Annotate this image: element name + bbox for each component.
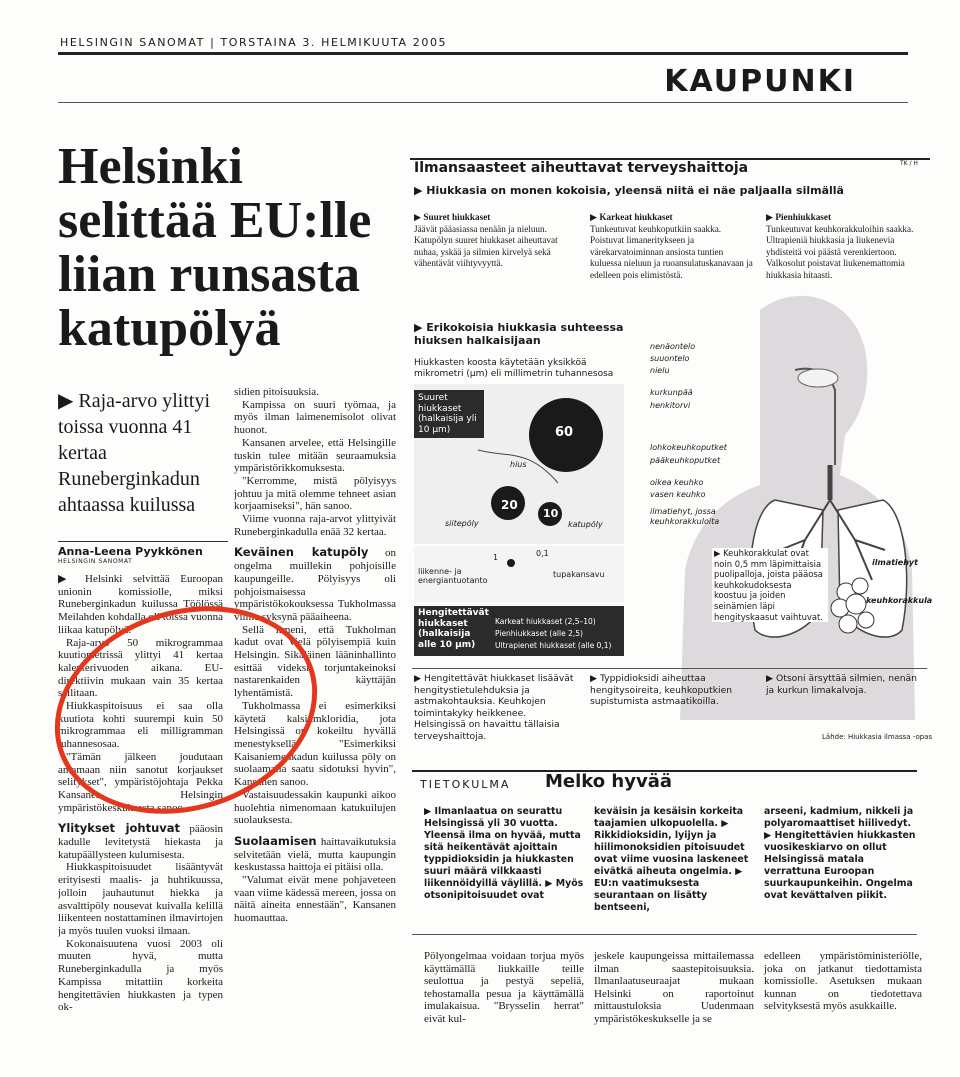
- label-hius: hius: [510, 460, 527, 469]
- particle-col-head: ▶ Karkeat hiukkaset: [590, 212, 673, 222]
- paragraph: Tukholmassa ei esimerkiksi käytetä kalsiumkloridia, jota Helsingissä on kokeiltu hyvällä menestyksellä. "Esimerkiksi Kaisaniemenkadun kuilussa pöly on suolaamalla saatu sidotuksi hyvin", Kansanen sanoo.: [234, 699, 396, 789]
- particle-col-text: Jäävät pääasiassa nenään ja nieluun. Katupölyn suuret hiukkaset aiheuttavat nuhaa, yskää ja silmien kirvelyä sekä vähentävät viihtyvyyttä.: [414, 223, 558, 269]
- legend-coarse: Karkeat hiukkaset (2,5–10): [495, 617, 596, 626]
- paragraph: Sellä ilmeni, että Tukholman kadut ovat vielä pölyisempiä kuin Helsingin. Sikäläinen lääninhallinto esittää videksi torjuntakeinoksi nastarenkaiden käyttäjän lyhentämistä.: [234, 623, 396, 700]
- byline-org: HELSINGIN SANOMAT: [58, 558, 133, 565]
- particle-col-text: Tunkeutuvat keuhkorakkuloihin saakka. Ultrapieniä hiukkasia ja liukenevia yhdisteitä voi päästä verenkiertoon. Valkosolut poistavat liukenemattomia hiukkasia hitaasti.: [766, 223, 914, 280]
- anatomy-label: oikea keuhko: [650, 478, 704, 487]
- section-title: KAUPUNKI: [664, 64, 856, 99]
- size-section-title: ▶ Erikokoisia hiukkasia suhteessa hiuksen halkaisijaan: [414, 321, 624, 347]
- effect-no2: ▶ Typpidioksidi aiheuttaa hengitysoireita, keuhkoputkien supistumista astmaatikoilla.: [590, 673, 733, 708]
- paragraph: sidien pitoisuuksia.: [234, 386, 319, 398]
- paragraph: Viime vuonna raja-arvot ylittyivät Runeberginkadulla enää 32 kertaa.: [234, 513, 396, 538]
- factbox-col: keväisin ja kesäisin korkeita taajamien ulkopuolella. ▶ Rikkidioksidin, lyijyn ja hiilimonoksidien pitoisuudet ovat viime vuosina laskeneet eivätkä aiheuta ongelmia. ▶ EU:n vaatimuksesta seurantaan on lisätty bentseeni,: [594, 806, 749, 913]
- alveoli-cluster: [826, 572, 896, 642]
- value-0-1: 0,1: [536, 549, 549, 558]
- article-continuation: edelleen ympäristöministeriölle, joka on jatkanut tiedottamista komissiolle. Asetuksen mukaan kunnan on tiedotettava selvityksestä myös asukkaille.: [764, 950, 922, 1013]
- anatomy-label: kurkunpää: [650, 388, 693, 397]
- subhead: Suolaamisen: [234, 833, 317, 848]
- anatomy-label: henkitorvi: [650, 401, 691, 410]
- particle-col-head: ▶ Suuret hiukkaset: [414, 212, 491, 222]
- paragraph: Kokonaisuutena vuosi 2003 oli muuten hyvä, mutta Runeberginkadulla ja myös Kampissa mitattiin korkeita hengitettävien hiukkasten ja typen ok-: [58, 937, 223, 1014]
- label-katupoly: katupöly: [568, 520, 603, 529]
- factbox-headline: Melko hyvää: [545, 771, 672, 792]
- masthead: HELSINGIN SANOMAT | TORSTAINA 3. HELMIKUUTA 2005: [60, 36, 448, 49]
- anatomy-label: vasen keuhko: [650, 490, 706, 499]
- factbox-col: arseeni, kadmium, nikkeli ja polyaromaattiset hiilivedyt. ▶ Hengitettävien hiukkasten vuosikeskiarvo on ollut Helsingissä matala verrattuna Euroopan suurkaupunkeihin. Ongelma ovat kevättalven piikit.: [764, 806, 916, 901]
- value-10: 10: [543, 507, 559, 520]
- particle-col-large: [414, 212, 579, 270]
- particle-col-text: Tunkeutuvat keuhkoputkiin saakka. Poistuvat limaneritykseen ja värekarvatoiminnan ansiosta tuntien kuluessa nieluun ja ruoansulatuskanavaan ja edelleen pois elimistöstä.: [590, 223, 753, 280]
- particle-1-dot: [505, 556, 525, 576]
- section-rule: [58, 102, 908, 103]
- respirable-legend: [495, 616, 611, 652]
- label-keuhkorakkula: keuhkorakkula: [866, 596, 933, 605]
- label-tupakansavu: tupakansavu: [553, 570, 605, 579]
- value-60: 60: [555, 425, 574, 440]
- legend-ultra: Ultrapienet hiukkaset (alle 0,1): [495, 641, 612, 650]
- paragraph: ▶ Helsinki selvittää Euroopan unionin komissiolle, miksi Runeberginkadun kuilussa Töölössä Meilahden kohdalla oli toissa vuonna liikaa katupölyä.: [58, 573, 223, 636]
- particle-col-coarse: [590, 212, 755, 282]
- headline: Helsinki selittää EU:lle liian runsasta katupölyä: [58, 138, 372, 357]
- paragraph: "Kerromme, mistä pölyisyys johtuu ja mitä olemme tehneet asian korjaamiseksi", hän sanoo.: [234, 474, 396, 513]
- particle-col-head: ▶ Pienhiukkaset: [766, 212, 832, 222]
- paragraph: Kansanen arvelee, että Helsingille tuskin tulee mitään seuraamuksia ympäristörikkomuksesta.: [234, 436, 396, 475]
- infographic-subtitle: ▶ Hiukkasia on monen kokoisia, yleensä niitä ei näe paljaalla silmällä: [414, 184, 844, 197]
- subhead: Keväinen katupöly: [234, 545, 369, 560]
- respirable-label: Hengitettävät hiukkaset (halkaisija alle 10 µm): [418, 608, 489, 650]
- anatomy-label: pääkeuhkoputket: [650, 456, 721, 465]
- anatomy-label: nenäontelo: [650, 342, 696, 351]
- label-siitepoly: siitepöly: [445, 519, 479, 528]
- subhead-text: on ongelma muillekin pohjoisille kaupungeille. Pölyisyys oli pohjoismaisessa ympäristökokouksessa Tukholmassa viime syksynä pääaiheena.: [234, 547, 396, 623]
- factbox-col: ▶ Ilmanlaatua on seurattu Helsingissä yli 30 vuotta. Yleensä ilma on hyvää, mutta sitä heikentävät ajoittain typpidioksidin ja hiukkasten suuri määrä vilkkaasti liikennöidyillä väylillä. ▶ Myös otsonipitoisuudet ovat: [424, 806, 584, 901]
- byline-name: Anna-Leena Pyykkönen: [58, 545, 203, 558]
- article-continuation: jeskele kaupungeissa mittailemassa ilman saastepitoisuuksia. Ilmanlaatuseuraajat mukaan Helsinki on raportoinut mittaustuloksia Uudenmaan ympäristökeskukselle ja se: [594, 950, 754, 1025]
- infographic-credit: TK / H: [900, 160, 918, 167]
- subhead: Ylitykset johtuvat: [58, 821, 181, 836]
- effect-ozone: ▶ Otsoni ärsyttää silmien, nenän ja kurkun limakalvoja.: [766, 673, 918, 696]
- anatomy-label: lohkokeuhkoputket: [650, 443, 727, 452]
- large-particles-label: Suuret hiukkaset (halkaisija yli 10 µm): [414, 390, 484, 438]
- anatomy-label: suuontelo: [650, 354, 690, 363]
- subhead-paragraph: [234, 835, 396, 874]
- effect-particles: ▶ Hengitettävät hiukkaset lisäävät hengitystietulehduksia ja astmakohtauksia. Keuhkojen toimintakyky heikkenee. Helsingissä on havaittu tällaisia terveyshaittoja.: [414, 673, 574, 742]
- label-ilmatiehyt: ilmatiehyt: [872, 558, 918, 567]
- factbox-bottom-rule: [412, 934, 917, 935]
- paragraph: Kampissa on suuri työmaa, ja myös ilman laimenemisolot olivat huonot.: [234, 398, 396, 437]
- anatomy-label: nielu: [650, 366, 670, 375]
- subhead-paragraph: [58, 822, 223, 861]
- anatomy-label: ilmatiehyt, jossa keuhkorakkuloita: [650, 507, 720, 526]
- paragraph: Raja-arvo 50 mikrogrammaa kuutiometrissä ylittyi 41 kertaa kalenterivuoden aikana. EU-direktiivin mukaan vain 35 kertaa sallitaan.: [58, 636, 223, 700]
- infographic-source: Lähde: Hiukkasia ilmassa -opas: [822, 733, 933, 741]
- byline: [58, 541, 228, 565]
- alveoli-text: ▶ Keuhkorakkulat ovat noin 0,5 mm läpimittaisia puolipalloja, joista pääosa keuhkokudoksesta koostuu ja joiden seinämien läpi hengityskaasut vaihtuvat.: [712, 548, 828, 622]
- paragraph: Vastaisuudessakin kaupunki aikoo huolehtia nimenomaan katukuilujen suolauksesta.: [234, 788, 396, 827]
- paragraph: Hiukkaspitoisuudet lisääntyvät erityisesti maalis- ja huhtikuussa, jolloin jauhautunut hiekka ja asvalttipöly nousevat kuivalla kelillä liikenteen nostattaminen ilmavirtojen ja myös tuulen vuoksi ilmaan.: [58, 861, 223, 937]
- value-20: 20: [501, 498, 518, 512]
- factbox-label: TIETOKULMA: [420, 778, 511, 791]
- subhead-paragraph: [234, 546, 396, 623]
- legend-fine: Pienhiukkaset (alle 2,5): [495, 629, 583, 638]
- size-section-text: Hiukkasten koosta käytetään yksikköä mikrometri (µm) eli millimetrin tuhannesosa: [414, 358, 614, 379]
- label-liikenne: liikenne- ja energiantuotanto: [418, 567, 488, 585]
- deck: ▶ Raja-arvo ylittyi toissa vuonna 41 kertaa Runeberginkadun ahtaassa kuilussa: [58, 390, 211, 516]
- particle-col-fine: [766, 212, 926, 282]
- paragraph: "Tämän jälkeen joudutaan antamaan niin sanotut korjaukset selitykset", ympäristöjohtaja Pekka Kansanen Helsingin ympäristökeskuksesta sanoo.: [58, 750, 223, 814]
- masthead-rule: [58, 52, 908, 55]
- infographic-divider: [412, 668, 927, 669]
- paragraph: "Valumat eivät mene pohjaveteen vaan viime kädessä mereen, jossa on näitä aineita ennestään", Kansanen huomauttaa.: [234, 874, 396, 925]
- value-1: 1: [493, 553, 499, 562]
- subhead-text: haittavaikutuksia selvitetään vielä, mutta kaupungin keskustassa haittoja ei pitäisi olla.: [234, 835, 396, 874]
- subhead-text: pääosin kadulle levitetystä hiekasta ja katupäällysteen kulumisesta.: [58, 823, 223, 861]
- article-continuation: Pölyongelmaa voidaan torjua myös käyttämällä liukkaille teille seulottua ja pestyä sepeliä, tehostamalla pesua ja käyttämällä imulakaisua. "Brysselin herrat" eivät kul-: [424, 950, 584, 1025]
- infographic-title: Ilmansaasteet aiheuttavat terveyshaittoja: [414, 160, 749, 176]
- paragraph: Hiukkaspitoisuus ei saa olla kuutiota kohti suurempi kuin 50 mikrogrammaa eli milligramman tuhannesosaa.: [58, 700, 223, 751]
